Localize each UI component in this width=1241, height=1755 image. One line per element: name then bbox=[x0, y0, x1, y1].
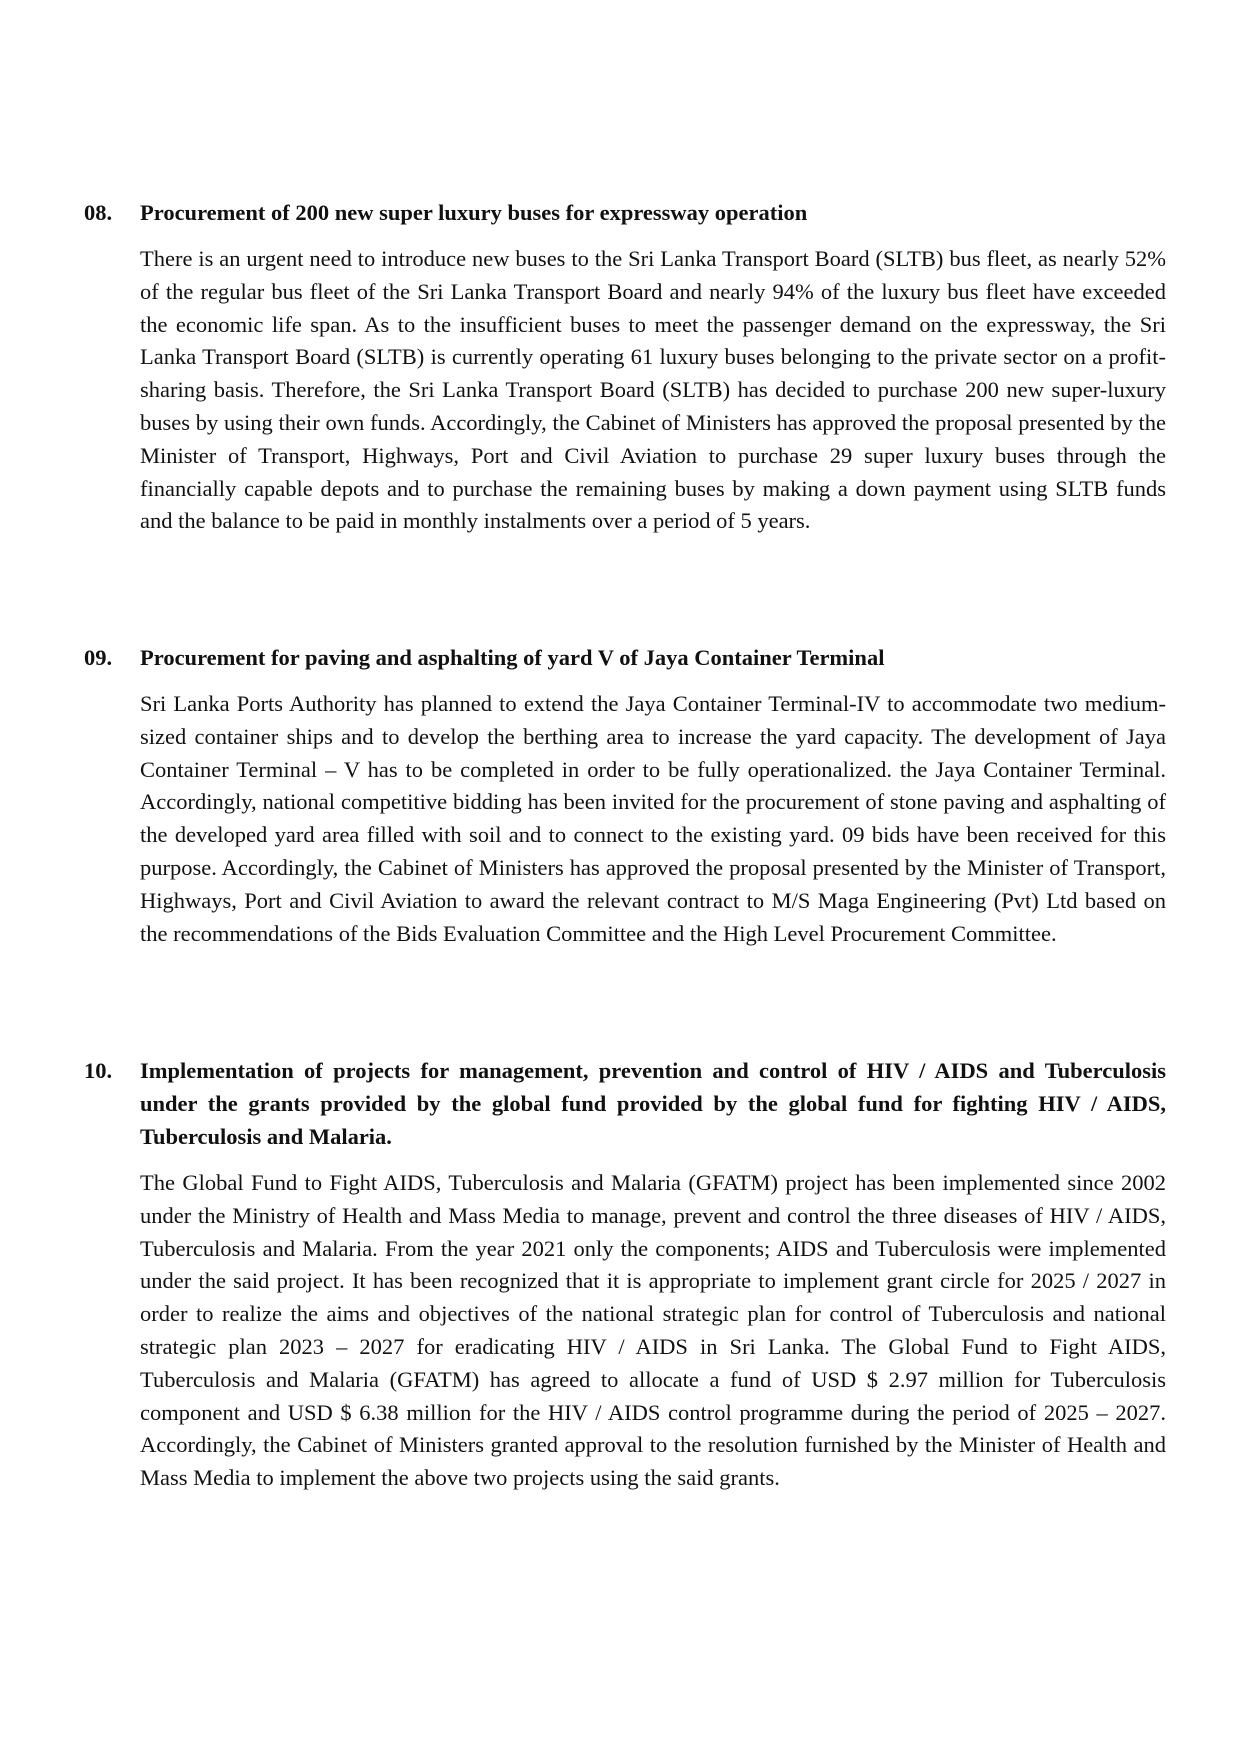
item-title: Implementation of projects for management, prevention and control of HIV / AIDS and Tuberculosis under the grants provided by the global fund provided by the global fund for fighting HIV / AIDS, Tuberculosis and Malaria. bbox=[140, 1058, 1166, 1149]
item-body: There is an urgent need to introduce new buses to the Sri Lanka Transport Board (SLTB) bus fleet, as nearly 52% of the regular bus fleet of the Sri Lanka Transport Board and nearly 94% of the luxury bus fleet have exceeded the economic life span. As to the insufficient buses to meet the passenger demand on the expressway, the Sri Lanka Transport Board (SLTB) is currently operating 61 luxury buses belonging to the private sector on a profit-sharing basis. Therefore, the Sri Lanka Transport Board (SLTB) has decided to purchase 200 new super-luxury buses by using their own funds. Accordingly, the Cabinet of Ministers has approved the proposal presented by the Minister of Transport, Highways, Port and Civil Aviation to purchase 29 super luxury buses through the financially capable depots and to purchase the remaining buses by making a down payment using SLTB funds and the balance to be paid in monthly instalments over a period of 5 years. bbox=[140, 246, 1166, 534]
item-number: 08. bbox=[84, 200, 113, 225]
item-title: Procurement for paving and asphalting of yard V of Jaya Container Terminal bbox=[140, 645, 885, 670]
item-number: 09. bbox=[84, 645, 113, 670]
item-heading bbox=[84, 641, 1166, 674]
item-heading bbox=[84, 1054, 1166, 1153]
item-body: Sri Lanka Ports Authority has planned to extend the Jaya Container Terminal-IV to accommodate two medium-sized container ships and to develop the berthing area to increase the yard capacity. The development of Jaya Container Terminal – V has to be completed in order to be fully operationalized. the Jaya Container Terminal. Accordingly, national competitive bidding has been invited for the procurement of stone paving and asphalting of the developed yard area filled with soil and to connect to the existing yard. 09 bids have been received for this purpose. Accordingly, the Cabinet of Ministers has approved the proposal presented by the Minister of Transport, Highways, Port and Civil Aviation to award the relevant contract to M/S Maga Engineering (Pvt) Ltd based on the recommendations of the Bids Evaluation Committee and the High Level Procurement Committee. bbox=[140, 691, 1166, 946]
item-heading bbox=[84, 196, 1166, 229]
item-body: The Global Fund to Fight AIDS, Tuberculosis and Malaria (GFATM) project has been implemented since 2002 under the Ministry of Health and Mass Media to manage, prevent and control the three diseases of HIV / AIDS, Tuberculosis and Malaria. From the year 2021 only the components; AIDS and Tuberculosis were implemented under the said project. It has been recognized that it is appropriate to implement grant circle for 2025 / 2027 in order to realize the aims and objectives of the national strategic plan for control of Tuberculosis and national strategic plan 2023 – 2027 for eradicating HIV / AIDS in Sri Lanka. The Global Fund to Fight AIDS, Tuberculosis and Malaria (GFATM) has agreed to allocate a fund of USD $ 2.97 million for Tuberculosis component and USD $ 6.38 million for the HIV / AIDS control programme during the period of 2025 – 2027. Accordingly, the Cabinet of Ministers granted approval to the resolution furnished by the Minister of Health and Mass Media to implement the above two projects using the said grants. bbox=[140, 1170, 1166, 1491]
item-title: Procurement of 200 new super luxury buses for expressway operation bbox=[140, 200, 808, 225]
item-number: 10. bbox=[84, 1058, 113, 1083]
decision-item-09 bbox=[84, 641, 1166, 950]
decision-item-10 bbox=[84, 1054, 1166, 1495]
decision-item-08 bbox=[84, 196, 1166, 538]
